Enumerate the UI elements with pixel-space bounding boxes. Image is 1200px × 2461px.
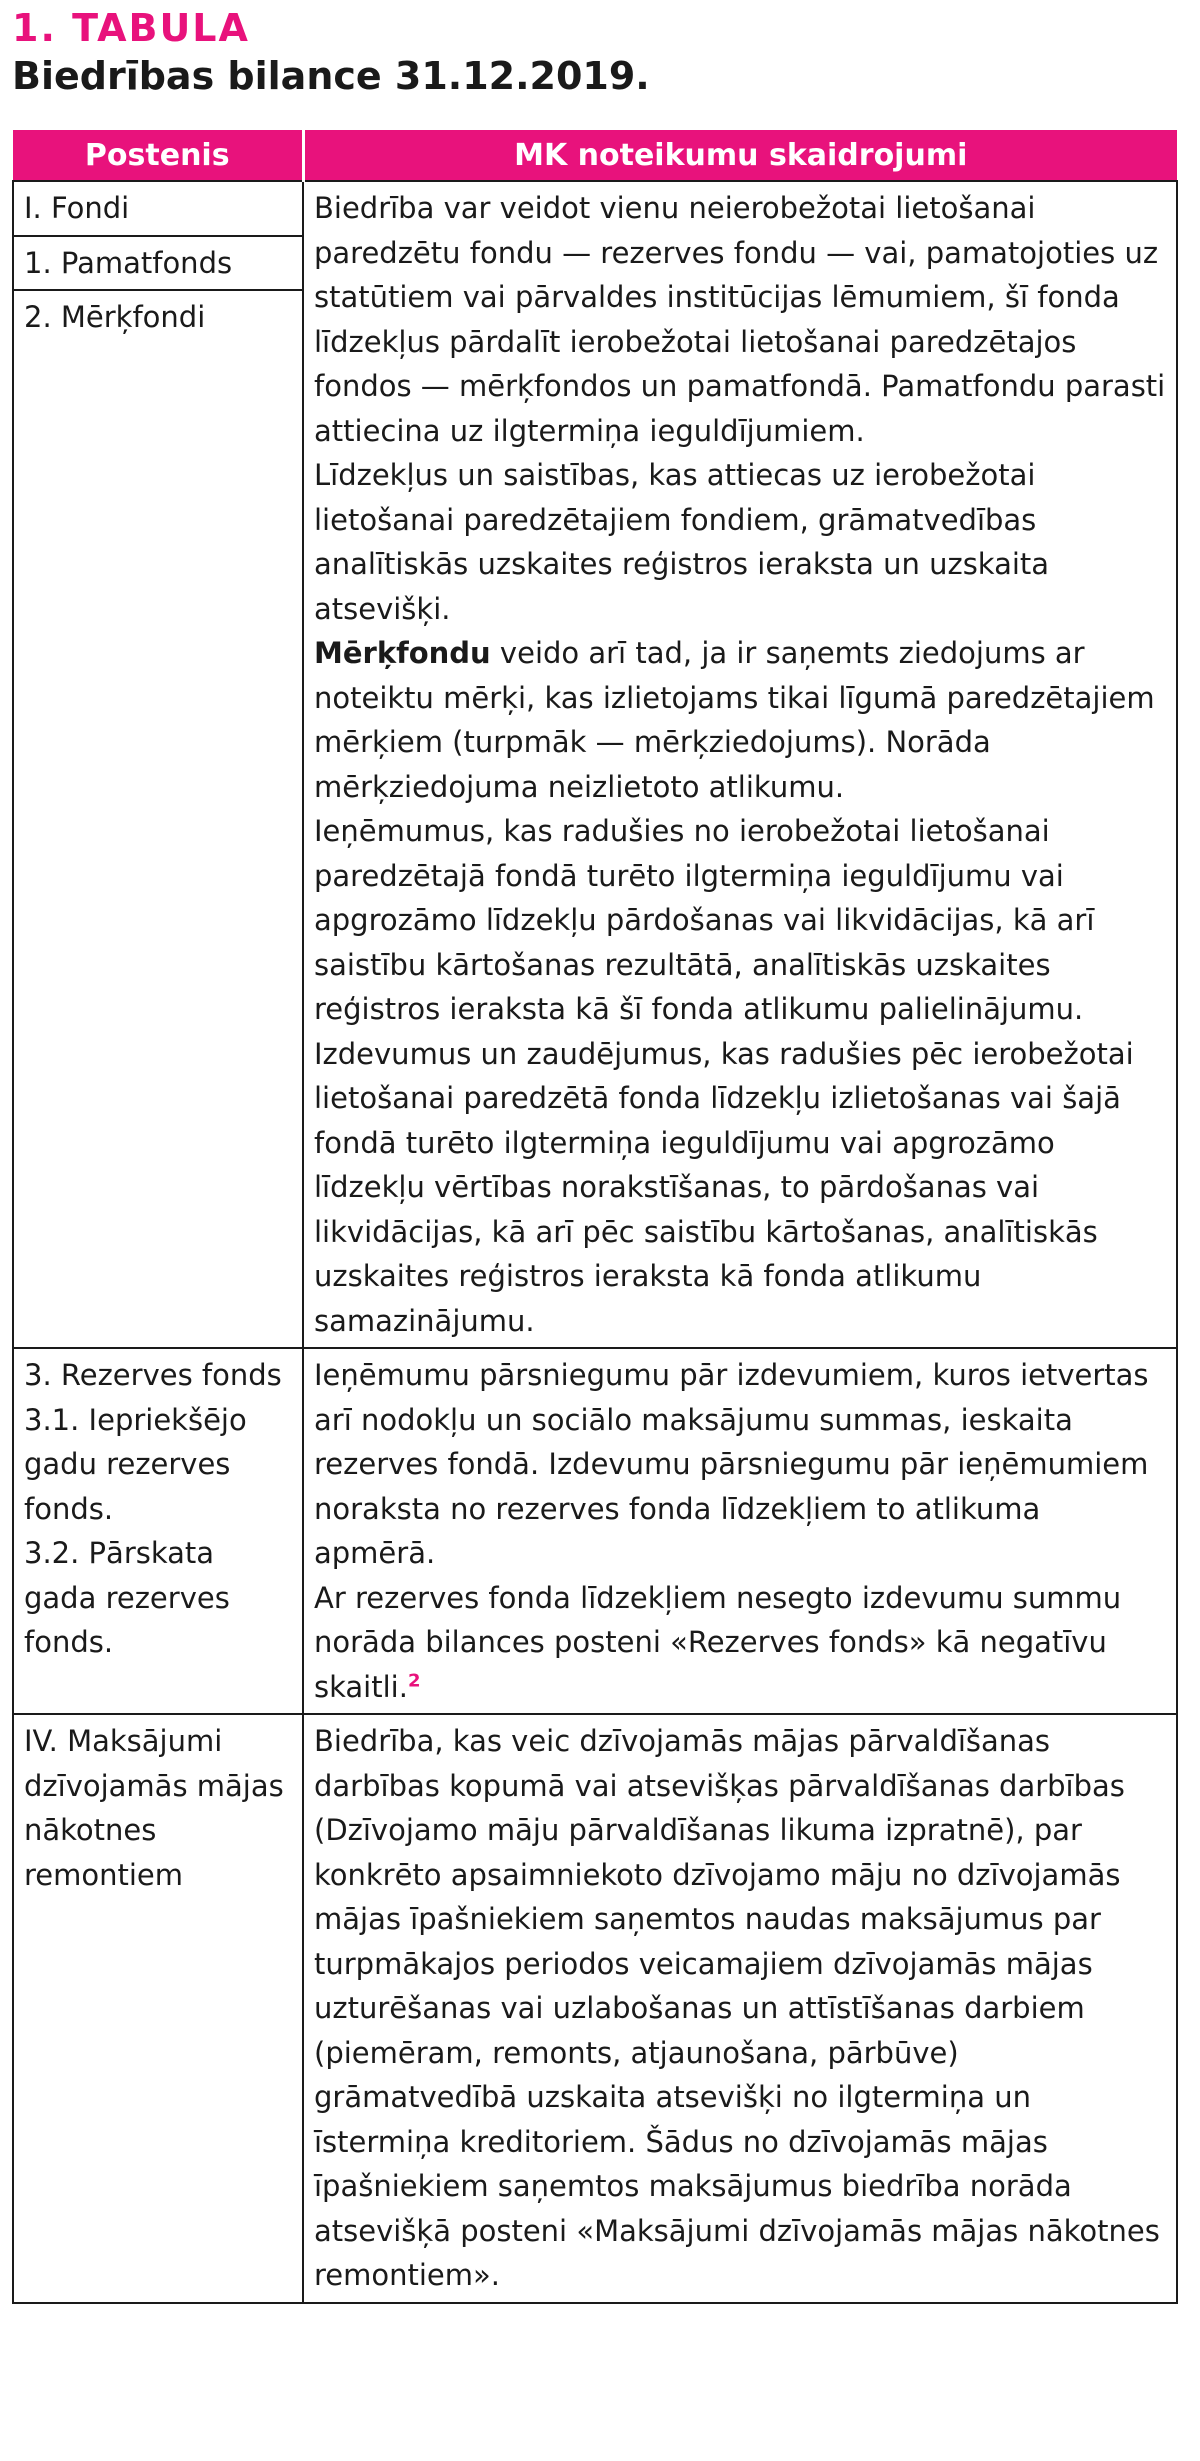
explanation-paragraph: Ieņēmumu pārsniegumu pār izdevumiem, kuros ietvertas arī nodokļu un sociālo maksājumu summas, ieskaita rezerves fondā. Izdevumu pārsniegumu pār ieņēmumiem noraksta no rezerves fonda līdzekļiem to atlikuma apmērā. [314, 1358, 1149, 1570]
table-row [13, 181, 1177, 1348]
balance-table [12, 130, 1178, 2304]
item-funds: I. Fondi [14, 182, 302, 237]
item-target-funds: 2. Mērķfondi [24, 300, 206, 334]
item-core-fund: 1. Pamatfonds [14, 237, 302, 292]
explanation-cell [303, 1714, 1177, 2303]
explanation-paragraph [314, 1576, 1166, 1710]
footnote-mark: 2 [407, 1669, 421, 1691]
item-cell [13, 1714, 303, 2303]
item-previous-years-reserve-fund: 3.1. Iepriekšējo gadu rezerves fonds. [24, 1402, 247, 1526]
item-reserve-fund: 3. Rezerves fonds [24, 1358, 282, 1392]
item-list [24, 1353, 292, 1665]
paragraph-text: Ar rezerves fonda līdzekļiem nesegto izdevumu summu norāda bilances posteni «Rezerves fonds» kā negatīvu skaitli. [314, 1580, 1122, 1704]
explanation-paragraph: Līdzekļus un saistības, kas attiecas uz ierobežotai lietošanai paredzētajiem fondiem, grāmatvedības analītiskās uzskaites reģistros ieraksta un uzskaita atsevišķi. [314, 458, 1050, 626]
column-header-explanations: MK noteikumu skaidrojumi [303, 130, 1177, 181]
item-future-repairs-payments: IV. Maksājumi dzīvojamās mājas nākotnes remontiem [24, 1724, 284, 1892]
table-row [13, 1714, 1177, 2303]
explanation-paragraph: Biedrība var veidot vienu neierobežotai lietošanai paredzētu fondu — rezerves fondu — vai, pamatojoties uz statūtiem vai pārvaldes institūcijas lēmumiem, šī fonda līdzekļus pārdalīt ierobežotai lietošanai paredzētajos fondos — mērķfondos un pamatfondā. Pamatfondu parasti attiecina uz ilgtermiņa ieguldījumiem. [314, 191, 1166, 448]
item-reporting-year-reserve-fund: 3.2. Pārskata gada rezerves fonds. [24, 1536, 230, 1659]
item-cell [13, 181, 303, 1348]
table-label: 1. TABULA [12, 6, 250, 50]
table-row [13, 1348, 1177, 1714]
explanation-paragraph: Biedrība, kas veic dzīvojamās mājas pārvaldīšanas darbības kopumā vai atsevišķas pārvaldīšanas darbības (Dzīvojamo māju pārvaldīšanas likuma izpratnē), par konkrēto apsaimniekoto dzīvojamo māju no dzīvojamās mājas īpašniekiem saņemtos naudas maksājumus par turpmākajos periodos veicamajiem dzīvojamās mājas uzturēšanas vai uzlabošanas un attīstīšanas darbiem (piemēram, remonts, atjaunošana, pārbūve) grāmatvedībā uzskaita atsevišķi no ilgtermiņa un īstermiņa kreditoriem. Šādus no dzīvojamās mājas īpašniekiem saņemtos maksājumus biedrība norāda atsevišķā posteni «Maksājumi dzīvojamās mājas nākotnes remontiem». [314, 1724, 1160, 2292]
document-title: Biedrības bilance 31.12.2019. [12, 54, 650, 98]
bold-term: Mērķfondu [314, 636, 491, 670]
paragraph-text: veido arī tad, ja ir saņemts ziedojums ar noteiktu mērķi, kas izlietojams tikai līgumā paredzētajiem mērķiem (turpmāk — mērķziedojums). Norāda mērķziedojuma neizlietoto atlikumu. [314, 636, 1155, 804]
explanation-paragraph [314, 631, 1166, 809]
explanation-paragraph: Ieņēmumus, kas radušies no ierobežotai lietošanai paredzētajā fondā turēto ilgtermiņa ieguldījumu vai apgrozāmo līdzekļu pārdošanas vai likvidācijas, kā arī saistību kārtošanas rezultātā, analītiskās uzskaites reģistros ieraksta kā šī fonda atlikumu palielinājumu. Izdevumus un zaudējumus, kas radušies pēc ierobežotai lietošanai paredzētā fonda līdzekļu izlietošanas vai šajā fondā turēto ilgtermiņa ieguldījumu vai apgrozāmo līdzekļu vērtības norakstīšanas, to pārdošanas vai likvidācijas, kā arī pēc saistību kārtošanas, analītiskās uzskaites reģistros ieraksta kā fonda atlikumu samazinājumu. [314, 814, 1134, 1338]
column-header-item: Postenis [13, 130, 303, 181]
explanation-cell [303, 181, 1177, 1348]
item-cell [13, 1348, 303, 1714]
table-header-row [13, 130, 1177, 181]
explanation-cell [303, 1348, 1177, 1714]
